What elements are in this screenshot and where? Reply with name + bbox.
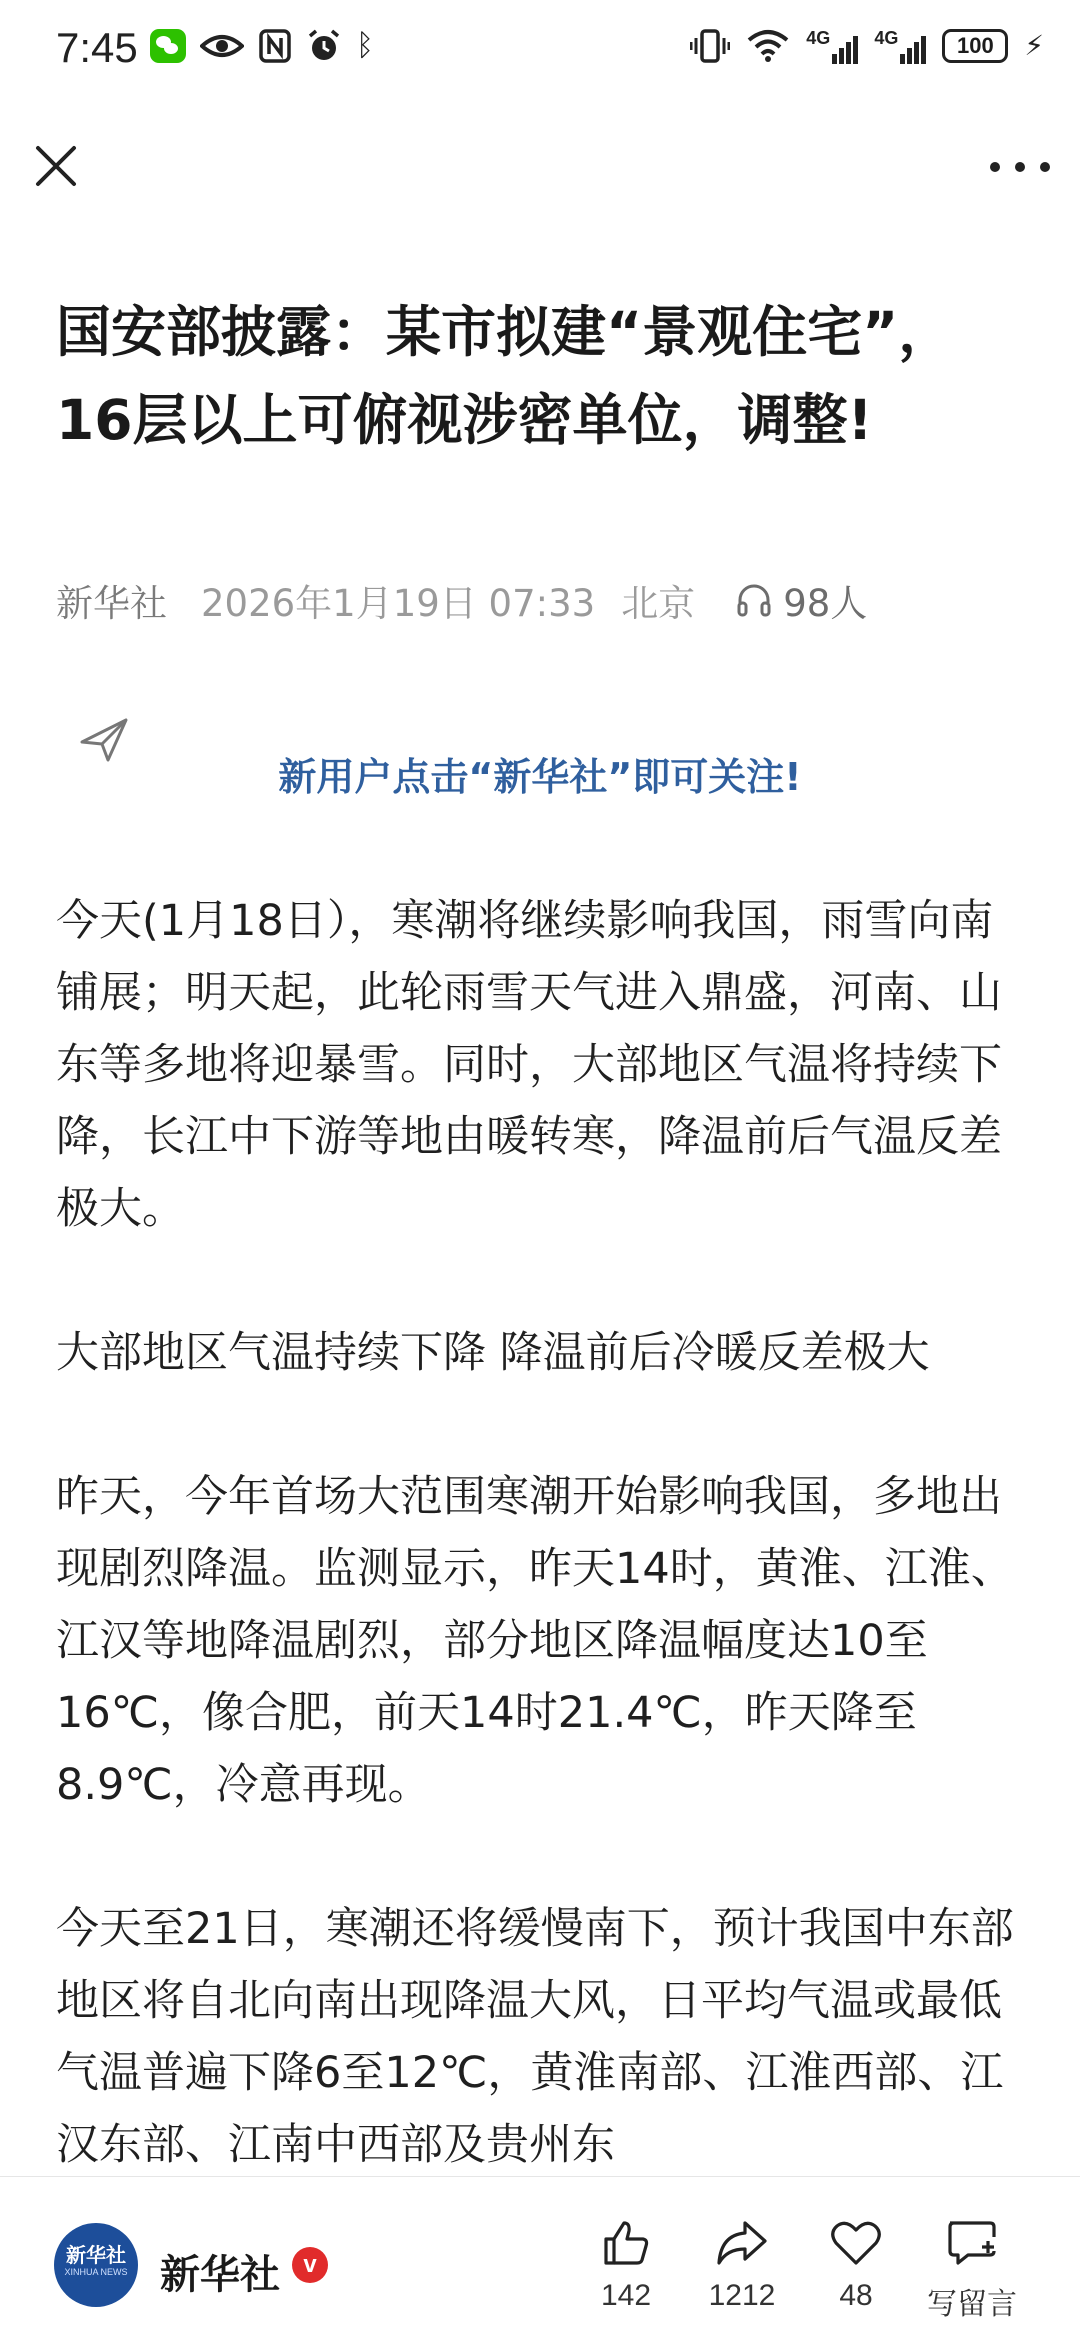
favorite-count: 48 (839, 2279, 873, 2312)
paragraph: 今天(1月18日），寒潮将继续影响我国，雨雪向南铺展；明天起，此轮雨雪天气进入鼎盛，河南、山东等多地将迎暴雪。同时，大部地区气温将持续下降，长江中下游等地由暖转寒，降温前后气温反差极大。 (56, 896, 1002, 1234)
comment-button[interactable] (912, 2217, 1032, 2323)
account-logo[interactable] (54, 2223, 138, 2307)
share-button[interactable] (682, 2217, 802, 2313)
share-count: 1212 (708, 2279, 776, 2312)
signal-icon-1 (806, 28, 858, 64)
wifi-icon (746, 28, 790, 64)
favorite-button[interactable] (796, 2217, 916, 2313)
listen-count: 98人 (783, 582, 868, 625)
eye-icon (200, 28, 244, 64)
alarm-icon (306, 28, 342, 64)
paragraph-subheading: 大部地区气温持续下降 降温前后冷暖反差极大 (56, 1328, 930, 1378)
listen-button[interactable] (735, 573, 867, 627)
close-icon[interactable] (30, 140, 82, 192)
article-title: 国安部披露：某市拟建“景观住宅”，16层以上可俯视涉密单位，调整! (56, 300, 954, 452)
follow-prompt: 新用户点击“新华社”即可关注! (278, 755, 802, 799)
battery-level: 100 (956, 33, 994, 58)
wechat-icon (150, 29, 186, 63)
account-name[interactable]: 新华社 (160, 2252, 280, 2298)
status-left-icons (150, 28, 374, 64)
headphone-icon (735, 581, 773, 619)
logo-subtext: XINHUA NEWS (64, 2267, 128, 2277)
battery-icon (942, 29, 1008, 63)
thumbs-up-icon (600, 2217, 652, 2269)
paragraph: 今天至21日，寒潮还将缓慢南下，预计我国中东部地区将自北向南出现降温大风，日平均气温或最低气温普遍下降6至12℃，黄淮南部、江淮西部、江汉东部、江南中西部及贵州东 (56, 1904, 1014, 2170)
like-count: 142 (600, 2279, 652, 2312)
heart-icon (829, 2217, 883, 2269)
more-icon[interactable] (990, 150, 1050, 184)
article-location: 北京 (621, 582, 696, 625)
comment-label: 写留言 (927, 2288, 1017, 2321)
logo-text: 新华社 (66, 2243, 126, 2267)
status-time: 7:45 (56, 24, 138, 71)
vibrate-icon (690, 28, 730, 64)
follow-banner[interactable] (0, 712, 1080, 832)
signal-icon-2 (874, 28, 926, 64)
status-right-icons (690, 28, 1044, 64)
bluetooth-icon: ᛒ (356, 28, 374, 63)
like-button[interactable] (566, 2217, 686, 2313)
status-bar (0, 0, 1080, 100)
article-source[interactable]: 新华社 (56, 582, 167, 625)
signal1-label: 4G (806, 28, 831, 48)
charging-icon: ⚡ (1024, 29, 1044, 62)
paragraph: 昨天，今年首场大范围寒潮开始影响我国，多地出现剧烈降温。监测显示，昨天14时，黄淮、江淮、江汉等地降温剧烈，部分地区降温幅度达10至16℃，像合肥，前天14时21.4℃，昨天降至8.9℃，冷意再现。 (56, 1472, 1014, 1810)
verified-badge: v (292, 2247, 328, 2283)
article-date: 2026年1月19日 07:33 (201, 582, 596, 625)
signal2-label: 4G (874, 28, 899, 48)
share-icon (715, 2217, 769, 2269)
article-body (56, 885, 1036, 2253)
nfc-icon (258, 28, 292, 64)
bottom-action-bar (0, 2176, 1080, 2341)
article-meta (56, 574, 867, 626)
comment-icon (944, 2217, 1000, 2269)
